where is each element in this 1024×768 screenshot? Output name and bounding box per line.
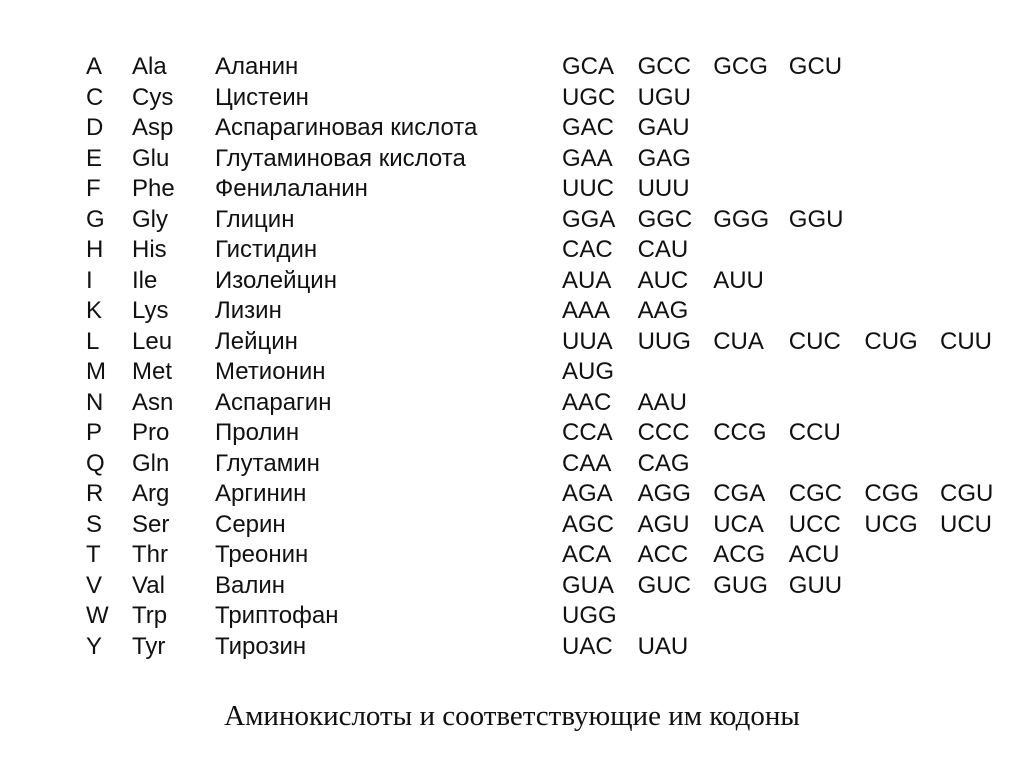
- amino-acid-name: Гистидин: [215, 236, 318, 263]
- amino-acid-name: Аспарагиновая кислота: [215, 114, 478, 141]
- codon: ACC: [637, 541, 689, 568]
- three-letter-code: Cys: [132, 83, 174, 111]
- codon: ACU: [788, 541, 840, 568]
- three-letter-code: Lys: [132, 297, 169, 324]
- one-letter-code: Q: [86, 449, 105, 477]
- codon: GUC: [637, 571, 691, 599]
- three-letter-code: Tyr: [132, 632, 166, 660]
- codon: AGA: [562, 480, 613, 507]
- codon: CGG: [864, 480, 920, 507]
- one-letter-code: W: [86, 602, 109, 629]
- codon: AUG: [562, 358, 615, 385]
- codon: UCC: [788, 510, 841, 538]
- amino-acid-name: Валин: [215, 571, 286, 599]
- three-letter-code: Glu: [132, 144, 170, 172]
- three-letter-code: Ala: [132, 53, 167, 80]
- amino-acid-name: Цистеин: [215, 83, 309, 111]
- codon: UAU: [637, 632, 689, 660]
- codon: GUU: [788, 571, 843, 599]
- amino-acid-name: Пролин: [215, 419, 300, 446]
- amino-acid-name: Метионин: [215, 358, 326, 385]
- one-letter-code: P: [86, 419, 103, 446]
- amino-acid-name: Глутамин: [215, 449, 320, 477]
- amino-acid-name: Лейцин: [215, 327, 298, 355]
- three-letter-code: Gln: [132, 449, 170, 477]
- one-letter-code: K: [86, 297, 103, 324]
- one-letter-code: V: [86, 571, 103, 599]
- one-letter-code: G: [86, 205, 105, 233]
- slide-caption: Аминокислоты и соответствующие им кодоны: [224, 700, 800, 732]
- codon: GCC: [637, 53, 691, 80]
- three-letter-code: Leu: [132, 327, 173, 355]
- codon: UCA: [713, 510, 764, 538]
- codon: CUU: [940, 327, 992, 355]
- codon: CCC: [637, 419, 690, 446]
- three-letter-code: His: [132, 236, 167, 263]
- codon: UCG: [864, 510, 918, 538]
- amino-acid-name: Глицин: [215, 205, 295, 233]
- one-letter-code: Y: [86, 632, 103, 660]
- codon: ACG: [713, 541, 766, 568]
- codon: AGC: [562, 510, 615, 538]
- one-letter-code: E: [86, 144, 103, 172]
- codon: CGA: [713, 480, 766, 507]
- codon: GCA: [562, 53, 615, 80]
- codon: GCG: [713, 53, 768, 80]
- amino-acid-name: Серин: [215, 510, 286, 538]
- codon: CGC: [788, 480, 843, 507]
- amino-acid-name: Аспарагин: [215, 388, 332, 416]
- amino-acid-name: Фенилаланин: [215, 175, 368, 202]
- codon: UGG: [562, 602, 617, 629]
- amino-acid-name: Изолейцин: [215, 266, 337, 294]
- three-letter-code: Val: [132, 571, 165, 599]
- three-letter-code: Pro: [132, 419, 170, 446]
- one-letter-code: R: [86, 480, 104, 507]
- codon: CAG: [637, 449, 690, 477]
- three-letter-code: Met: [132, 358, 173, 385]
- codon: CAC: [562, 236, 613, 263]
- codon: AAG: [637, 297, 689, 324]
- one-letter-code: S: [86, 510, 103, 538]
- one-letter-code: I: [86, 266, 93, 294]
- codon: UUC: [562, 175, 614, 202]
- amino-acid-name: Аланин: [215, 53, 299, 80]
- one-letter-code: C: [86, 83, 104, 111]
- amino-acid-name: Аргинин: [215, 480, 307, 507]
- one-letter-code: H: [86, 236, 104, 263]
- codon: GGA: [562, 205, 616, 233]
- three-letter-code: Thr: [132, 541, 168, 568]
- three-letter-code: Asn: [132, 388, 174, 416]
- one-letter-code: T: [86, 541, 101, 568]
- codon: AUC: [637, 266, 689, 294]
- codon: CUA: [713, 327, 764, 355]
- codon: AGU: [637, 510, 690, 538]
- amino-acid-name: Треонин: [215, 541, 309, 568]
- one-letter-code: N: [86, 388, 104, 416]
- amino-acid-name: Глутаминовая кислота: [215, 144, 466, 172]
- codon: CAA: [562, 449, 612, 477]
- one-letter-code: A: [86, 53, 103, 80]
- three-letter-code: Ile: [132, 266, 158, 294]
- codon: GAC: [562, 114, 615, 141]
- codon: GUG: [713, 571, 768, 599]
- codon: GGG: [713, 205, 770, 233]
- codon: ACA: [562, 541, 612, 568]
- amino-acid-name: Лизин: [215, 297, 282, 324]
- codon: GAU: [637, 114, 690, 141]
- codon: GAA: [562, 144, 613, 172]
- codon: GUA: [562, 571, 615, 599]
- codon: UUA: [562, 327, 613, 355]
- codon: UAC: [562, 632, 613, 660]
- three-letter-code: Trp: [132, 602, 168, 629]
- one-letter-code: L: [86, 327, 100, 355]
- codon: AAU: [637, 388, 687, 416]
- codon: UCU: [940, 510, 992, 538]
- amino-acid-name: Тирозин: [215, 632, 307, 660]
- codon: CUC: [788, 327, 841, 355]
- codon: GAG: [637, 144, 691, 172]
- codon: CGU: [940, 480, 994, 507]
- three-letter-code: Arg: [132, 480, 170, 507]
- three-letter-code: Asp: [132, 114, 174, 141]
- codon: UUG: [637, 327, 691, 355]
- one-letter-code: M: [86, 358, 106, 385]
- codon: AAA: [562, 297, 611, 324]
- codon: AUU: [713, 266, 764, 294]
- one-letter-code: D: [86, 114, 104, 141]
- codon: UUU: [637, 175, 690, 202]
- codon: CCU: [788, 419, 841, 446]
- codon: AUA: [562, 266, 612, 294]
- codon: GGC: [637, 205, 693, 233]
- codon: CUG: [864, 327, 918, 355]
- codon: CCG: [713, 419, 767, 446]
- codon: GGU: [788, 205, 844, 233]
- codon: AGG: [637, 480, 691, 507]
- three-letter-code: Phe: [132, 175, 175, 202]
- codon: UGC: [562, 83, 616, 111]
- one-letter-code: F: [86, 175, 101, 202]
- codon: AAC: [562, 388, 612, 416]
- three-letter-code: Ser: [132, 510, 170, 538]
- codon: CCA: [562, 419, 613, 446]
- codon: CAU: [637, 236, 689, 263]
- three-letter-code: Gly: [132, 205, 168, 233]
- amino-acid-name: Триптофан: [215, 602, 339, 629]
- codon: GCU: [788, 53, 843, 80]
- codon: UGU: [637, 83, 691, 111]
